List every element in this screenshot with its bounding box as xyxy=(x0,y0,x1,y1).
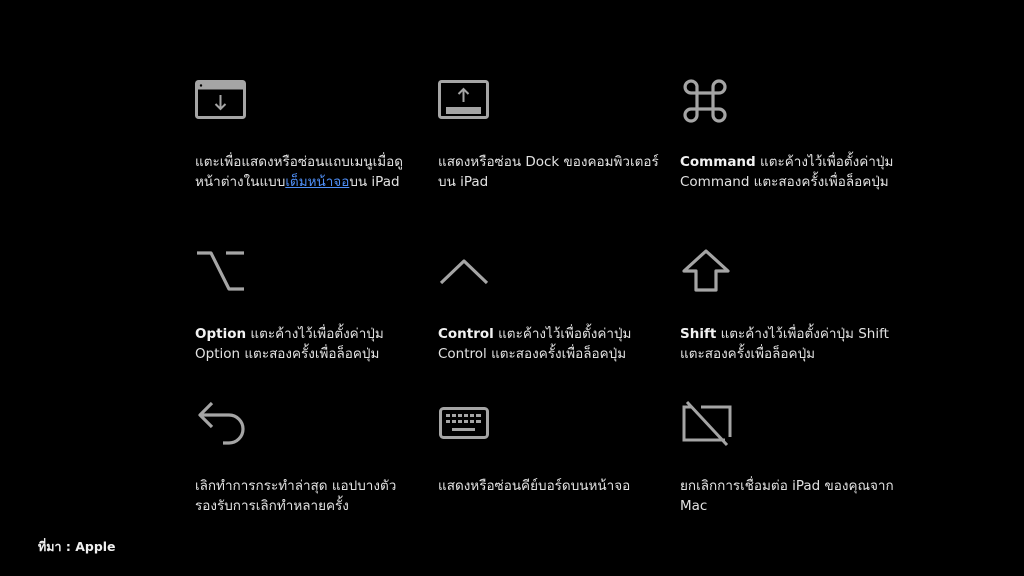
command-description xyxy=(680,152,910,192)
shift-text: แตะค้างไว้เพื่อตั้งค่าปุ่ม Shift แตะสองครั้งเพื่อล็อคปุ่ม xyxy=(680,326,889,362)
control-text: แตะค้างไว้เพื่อตั้งค่าปุ่ม Control แตะสองครั้งเพื่อล็อคปุ่ม xyxy=(438,326,632,362)
keyboard-description: แสดงหรือซ่อนคีย์บอร์ดบนหน้าจอ xyxy=(438,478,631,494)
fullscreen-menu-icon[interactable] xyxy=(195,80,247,120)
source-caption: ที่มา : Apple xyxy=(38,539,116,554)
dock-icon[interactable] xyxy=(438,80,490,120)
option-text: แตะค้างไว้เพื่อตั้งค่าปุ่ม Option แตะสองครั้งเพื่อล็อคปุ่ม xyxy=(195,326,384,362)
control-description xyxy=(438,324,668,364)
command-text: แตะค้างไว้เพื่อตั้งค่าปุ่ม Command แตะสองครั้งเพื่อล็อคปุ่ม xyxy=(680,154,894,190)
shift-key-icon[interactable] xyxy=(682,249,730,293)
disconnect-display-icon[interactable] xyxy=(681,400,733,446)
control-key-icon[interactable] xyxy=(439,258,489,286)
command-label: Command xyxy=(680,154,756,170)
undo-description: เลิกทำการกระทำล่าสุด แอปบางตัวรองรับการเลิกทำหลายครั้ง xyxy=(195,478,397,514)
disconnect-description: ยกเลิกการเชื่อมต่อ iPad ของคุณจาก Mac xyxy=(680,478,894,514)
option-label: Option xyxy=(195,326,247,342)
option-key-icon[interactable] xyxy=(195,250,247,292)
fullscreen-menu-text: แตะเพื่อแสดงหรือซ่อนแถบเมนูเมื่อดูหน้าต่างในแบบ xyxy=(195,154,403,190)
dock-description: แสดงหรือซ่อน Dock ของคอมพิวเตอร์บน iPad xyxy=(438,154,659,190)
undo-icon[interactable] xyxy=(197,400,247,446)
option-description xyxy=(195,324,425,364)
shift-description xyxy=(680,324,910,364)
keyboard-icon[interactable] xyxy=(439,407,489,439)
shift-label: Shift xyxy=(680,326,717,342)
fullscreen-link[interactable]: เต็มหน้าจอ xyxy=(285,174,350,190)
control-label: Control xyxy=(438,326,494,342)
command-key-icon[interactable] xyxy=(682,78,728,124)
fullscreen-menu-description xyxy=(195,152,425,192)
fullscreen-menu-text-end: บน iPad xyxy=(349,174,400,190)
